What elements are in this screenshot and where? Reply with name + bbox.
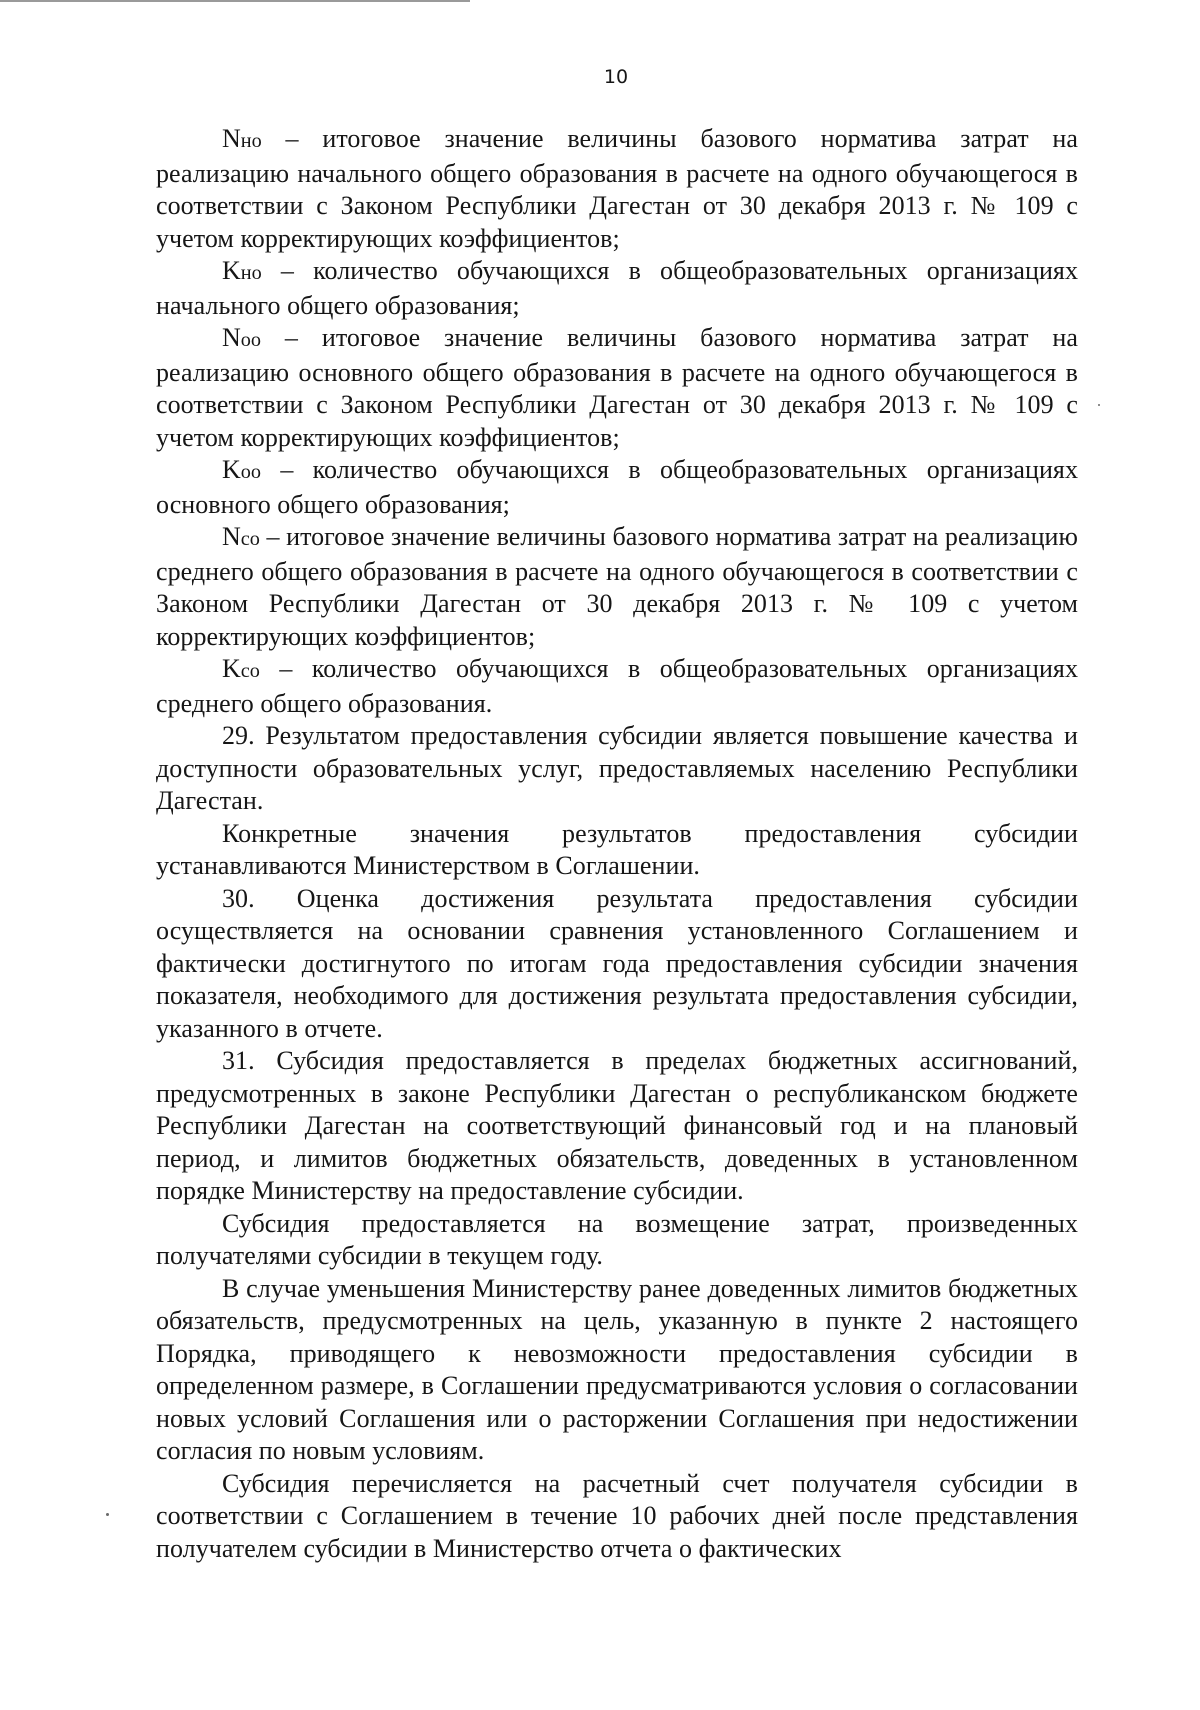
definition-kso [156, 653, 1078, 720]
variable-symbol: Kоо [222, 455, 262, 484]
document-body [156, 123, 1078, 1565]
definition-koo [156, 454, 1078, 521]
definition-nso [156, 521, 1078, 653]
variable-symbol: Kсо [222, 654, 260, 683]
definition-noo [156, 322, 1078, 454]
clause-31-transfer: Субсидия перечисляется на расчетный счет получателя субсидии в соответствии с Соглашением в течение 10 рабочих дней после представления получателем субсидии в Министерство отчета о фактических [156, 1468, 1078, 1563]
clause-31: 31. Субсидия предоставляется в пределах бюджетных ассигнований, предусмотренных в законе Республики Дагестан о республиканском бюджете Республики Дагестан на соответствующий финансовый год и на плановый период, и лимитов бюджетных обязательств, доведенных в установленном порядке Министерству на предоставление субсидии. [156, 1046, 1078, 1205]
definition-text: – итоговое значение величины базового норматива затрат на реализацию начального общего образования в расчете на одного обучающегося в соответствии с Законом Республики Дагестан от 30 декабря 2013 г. № 109 с учетом корректирующих коэффициентов; [156, 124, 1078, 253]
variable-symbol: Kно [222, 256, 262, 285]
scan-speck [106, 1513, 109, 1516]
clause-30: 30. Оценка достижения результата предоставления субсидии осуществляется на основании сравнения установленного Соглашением и фактически достигнутого по итогам года предоставления субсидии значения показателя, необходимого для достижения результата предоставления субсидии, указанного в отчете. [156, 883, 1078, 1043]
definition-nno [156, 123, 1078, 255]
definition-text: – количество обучающихся в общеобразовательных организациях среднего общего образования. [156, 654, 1078, 718]
definition-text: – итоговое значение величины базового норматива затрат на реализацию основного общего образования в расчете на одного обучающегося в соответствии с Законом Республики Дагестан от 30 декабря 2013 г. № 109 с учетом корректирующих коэффициентов; [156, 323, 1078, 452]
clause-29-results: Конкретные значения результатов предоставления субсидии устанавливаются Министерством в Соглашении. [156, 818, 1078, 880]
definition-text: – итоговое значение величины базового норматива затрат на реализацию среднего общего образования в расчете на одного обучающегося в соответствии с Законом Республики Дагестан от 30 декабря 2013 г. № 109 с учетом корректирующих коэффициентов; [156, 522, 1078, 651]
clause-31-limits: В случае уменьшения Министерству ранее доведенных лимитов бюджетных обязательств, предусмотренных на цель, указанную в пункте 2 настоящего Порядка, приводящего к невозможности предоставления субсидии в определенном размере, в Соглашении предусматриваются условия о согласовании новых условий Соглашения или о расторжении Соглашения при недостижении согласия по новым условиям. [156, 1273, 1078, 1465]
definition-kno [156, 255, 1078, 322]
scan-speck [1098, 404, 1100, 406]
clause-31-reimbursement: Субсидия предоставляется на возмещение затрат, произведенных получателями субсидии в текущем году. [156, 1208, 1078, 1270]
definition-text: – количество обучающихся в общеобразовательных организациях начального общего образования; [156, 256, 1078, 320]
definition-text: – количество обучающихся в общеобразовательных организациях основного общего образования; [156, 455, 1078, 519]
scan-edge-line [0, 0, 470, 2]
clause-29: 29. Результатом предоставления субсидии является повышение качества и доступности образовательных услуг, предоставляемых населению Республики Дагестан. [156, 721, 1078, 815]
page-number: 10 [603, 66, 629, 88]
variable-symbol: Nно [222, 124, 262, 153]
variable-symbol: Nсо [222, 522, 260, 551]
variable-symbol: Nоо [222, 323, 262, 352]
